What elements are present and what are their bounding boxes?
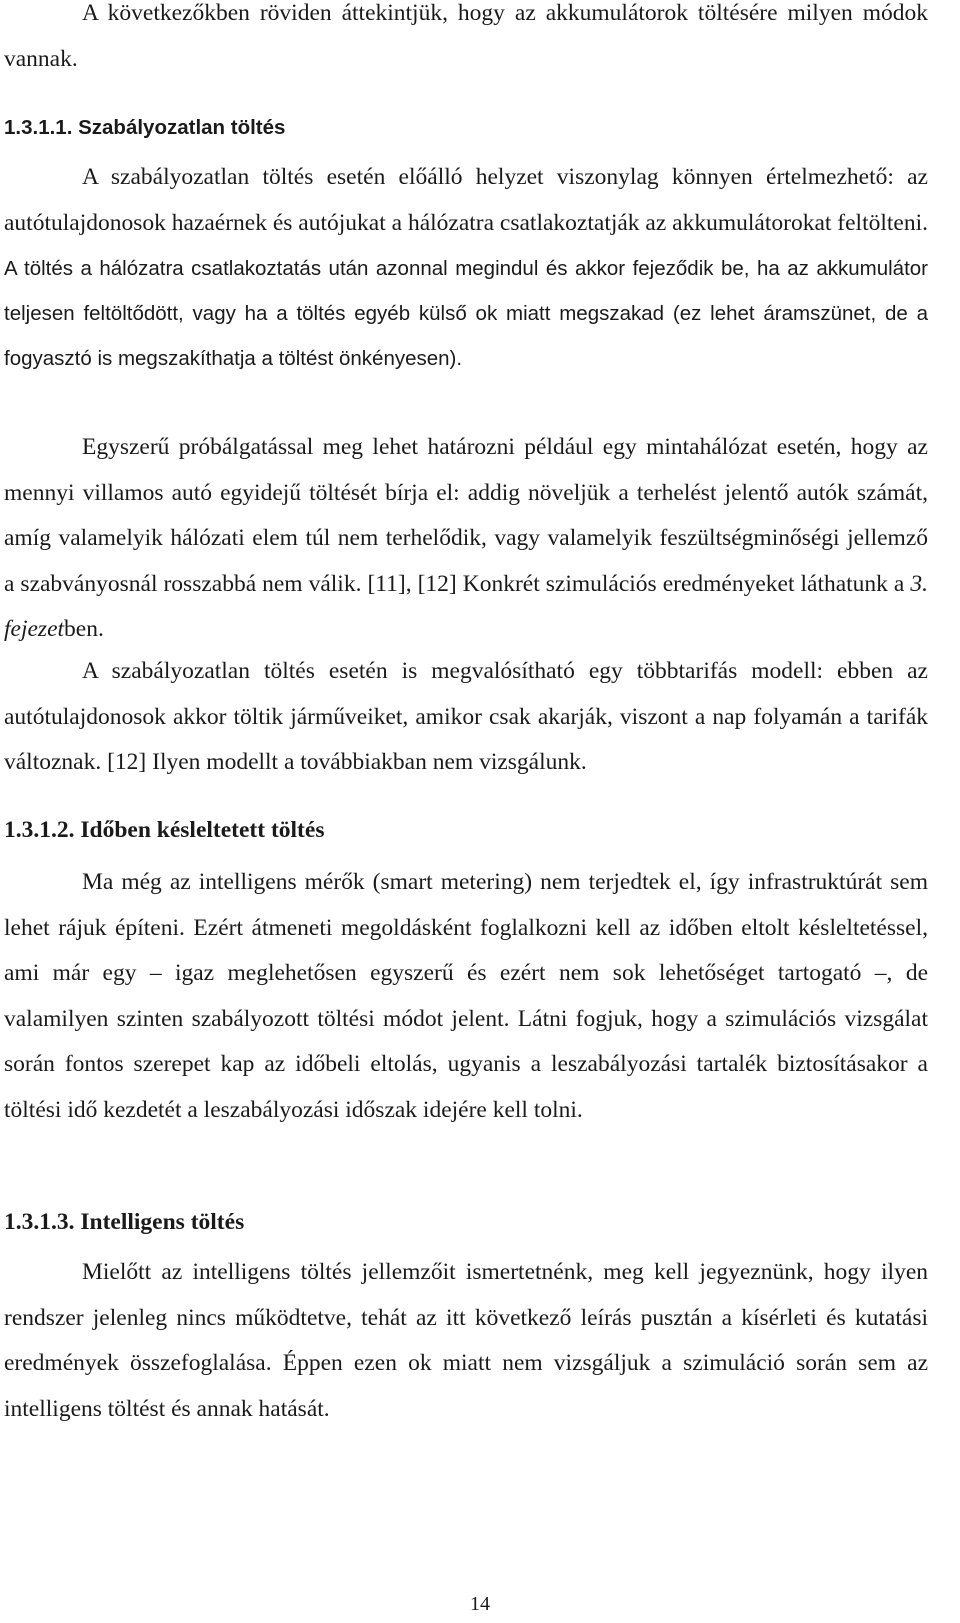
section1-paragraph-3: A szabályozatlan töltés esetén is megvalósítható egy többtarifás modell: ebben az autótulajdonosok akkor töltik járműveiket, amikor csak akarják, viszont a nap folyamán a tarifák változnak. [12] Ilyen modellt a továbbiakban nem vizsgálunk. bbox=[4, 658, 928, 775]
section-title: Időben késleltetett töltés bbox=[80, 817, 325, 843]
section2-paragraph-1: Ma még az intelligens mérők (smart metering) nem terjedtek el, így infrastruktúrát sem lehet rájuk építeni. Ezért átmeneti megoldásként foglalkozni kell az időben eltolt késleltetéssel, ami már egy – igaz meglehetősen egyszerű és ezért nem sok lehetőséget tartogató –, de valamilyen szinten szabályozott töltési módot jelent. Látni fogjuk, hogy a szimulációs vizsgálat során fontos szerepet kap az időbeli eltolás, ugyanis a leszabályozási tartalék biztosításakor a töltési idő kezdetét a leszabályozási időszak idejére kell tolni. bbox=[4, 869, 928, 1123]
section1-paragraph-1-sans-part: A töltés a hálózatra csatlakoztatás után azonnal megindul és akkor fejeződik be, ha az akkumulátor teljesen feltöltődött, vagy ha a töltés egyéb külső ok miatt megszakad (ez lehet áramszünet, de a fogyasztó is megszakíthatja a töltést önkényesen). bbox=[4, 257, 928, 370]
section-title: Intelligens töltés bbox=[80, 1209, 245, 1235]
section-number: 1.3.1.1. bbox=[4, 116, 73, 139]
section-heading-1-3-1-1 bbox=[4, 105, 285, 150]
section1-paragraph-2-suffix: ben. bbox=[64, 616, 104, 642]
section-number: 1.3.1.2. bbox=[4, 817, 75, 843]
section3-paragraph-1: Mielőtt az intelligens töltés jellemzőit ismertetnénk, meg kell jegyeznünk, hogy ilyen rendszer jelenleg nincs működtetve, tehát az itt következő leírás pusztán a kísérleti és kutatási eredmények összefoglalása. Éppen ezen ok miatt nem vizsgáljuk a szimuláció során sem az intelligens töltést és annak hatását. bbox=[4, 1259, 928, 1422]
section-number: 1.3.1.3. bbox=[4, 1209, 75, 1235]
section-title: Szabályozatlan töltés bbox=[78, 116, 286, 139]
section1-paragraph-2-text: Egyszerű próbálgatással meg lehet határozni például egy mintahálózat esetén, hogy az mennyi villamos autó egyidejű töltését bírja el: addig növeljük a terhelést jelentő autók számát, amíg valamelyik hálózati elem túl nem terhelődik, vagy valamelyik feszültségminőségi jellemző a szabványosnál rosszabbá nem válik. [11], [12] Konkrét szimulációs eredményeket láthatunk a bbox=[4, 434, 928, 597]
section1-paragraph-2 bbox=[4, 425, 928, 653]
section-heading-1-3-1-3 bbox=[4, 1200, 244, 1246]
page-number: 14 bbox=[470, 1593, 490, 1615]
intro-paragraph: A következőkben röviden áttekintjük, hogy az akkumulátorok töltésére milyen módok vannak. bbox=[4, 0, 928, 72]
section1-paragraph-1 bbox=[4, 155, 928, 381]
section1-paragraph-1-serif-part: A szabályozatlan töltés esetén előálló helyzet viszonylag könnyen értelmezhető: az autótulajdonosok hazaérnek és autójukat a hálózatra csatlakoztatják az akkumulátorokat feltölteni. bbox=[4, 164, 928, 236]
chapter-reference: 3. fejezet bbox=[4, 570, 928, 642]
section-heading-1-3-1-2 bbox=[4, 808, 324, 854]
